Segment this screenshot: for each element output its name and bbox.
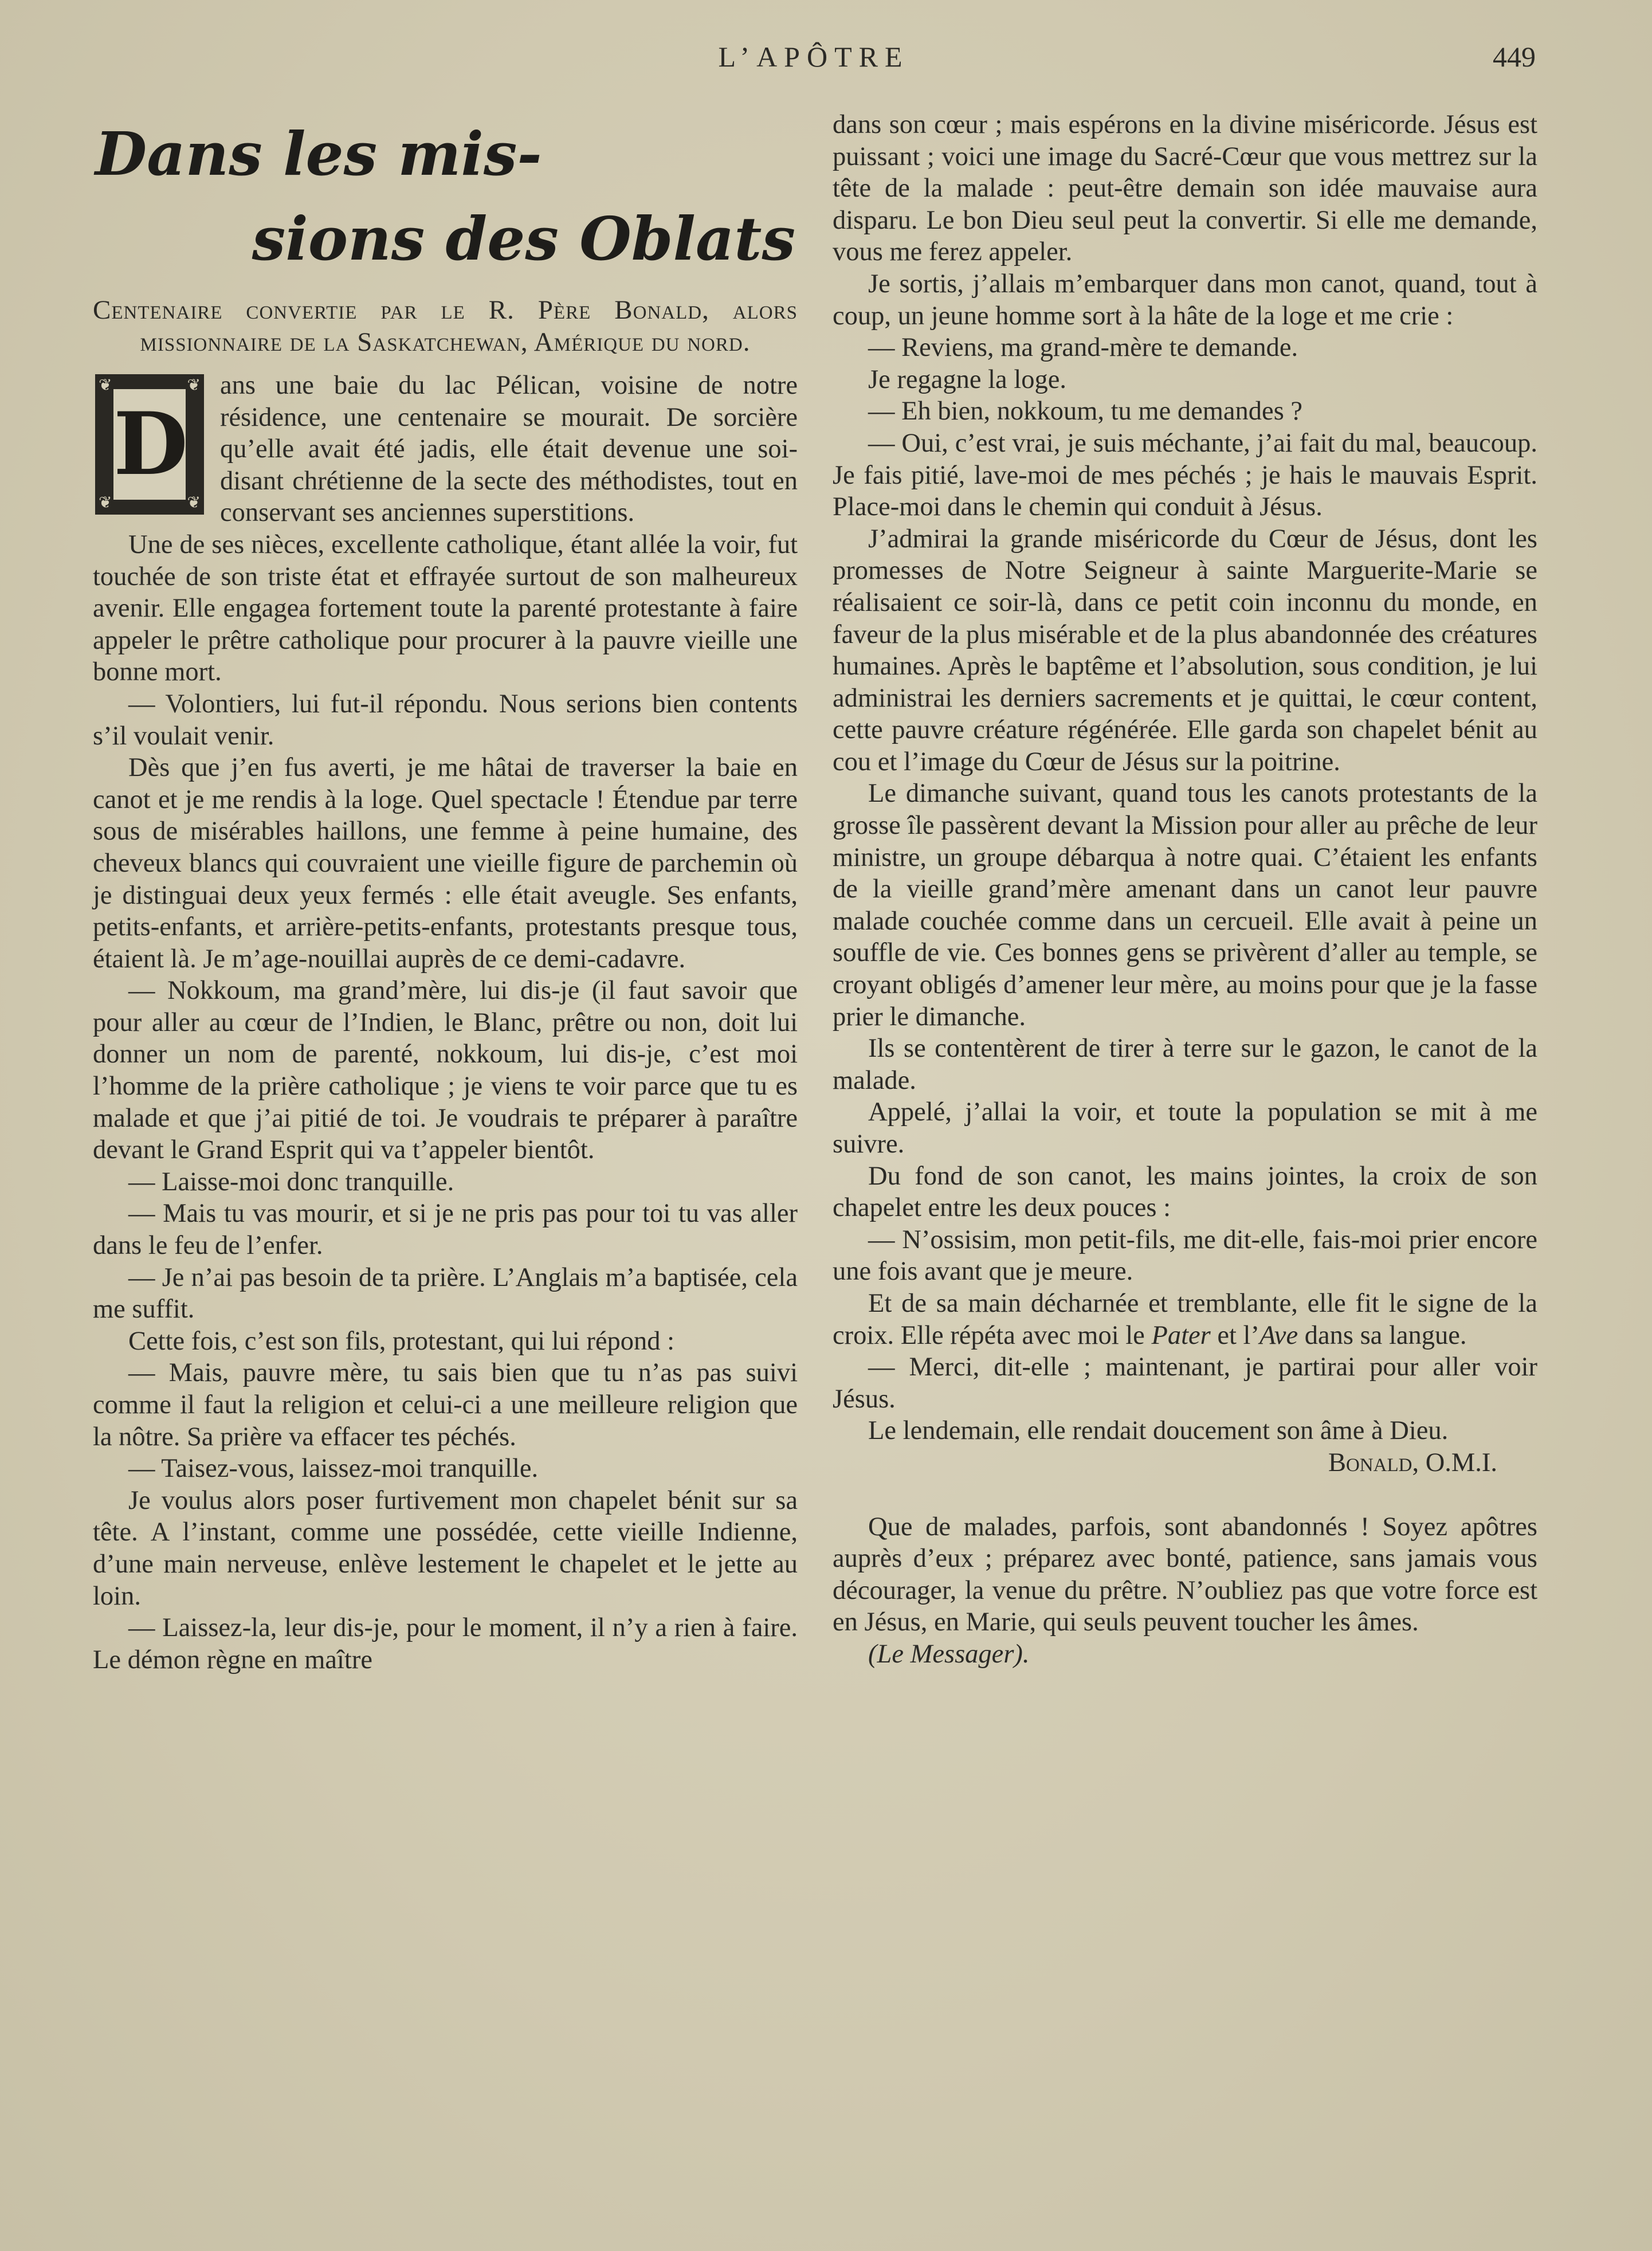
left-paragraph: — Mais, pauvre mère, tu sais bien que tu n’as pas suivi comme il faut la religion et celui-ci a une meilleure religion que la nôtre. Sa prière va effacer tes péchés. [93,1358,798,1452]
right-paragraph: Je regagne la loge. [868,364,1067,394]
ave-word: Ave [1259,1320,1298,1350]
sign-text-after: dans sa langue. [1298,1320,1467,1350]
right-paragraph: Le lendemain, elle rendait doucement son âme à Dieu. [868,1416,1449,1446]
right-paragraph: J’admirai la grande miséricorde du Cœur de Jésus, dont les promesses de Notre Seigneur à sainte Marguerite-Marie se réalisaient ce soir-là, dans ce petit coin inconnu du monde, en faveur de la plus misérable et de la plus abandonnée des créatures humaines. Après le baptême et l’absolution, sous condition, je lui administrai les derniers sacrements et je quittai, le cœur content, cette pauvre créature régénérée. Elle garda son chapelet bénit au cou et l’image du Cœur de Jésus sur la poitrine. [833,524,1537,777]
right-paragraph: — N’ossisim, mon petit-fils, me dit-elle, fais-moi prier encore une fois avant que je meure. [833,1225,1537,1287]
left-paragraph: — Laissez-la, leur dis-je, pour le moment, il n’y a rien à faire. Le démon règne en maître [93,1613,798,1674]
right-paragraph: — Reviens, ma grand-mère te demande. [868,333,1298,363]
opening-text: ans une baie du lac Pélican, voisine de notre résidence, une centenaire se mourait. De sorcière qu’elle avait été jadis, elle était devenue une soi-disant chrétienne de la secte des méthodistes, tout en conservant ses anciennes superstitions. [220,371,798,528]
left-paragraph: Une de ses nièces, excellente catholique, étant allée la voir, fut touchée de son triste état et effrayée surtout de son malheureux avenir. Elle engagea fortement toute la parenté protestante à faire appeler le prêtre catholique pour procurer à la pauvre vieille une bonne mort. [93,530,798,687]
running-head [92,40,1536,80]
source-citation: (Le Messager). [868,1639,1030,1669]
article-title-line-1: Dans les mis- [95,119,542,189]
left-paragraph: — Je n’ai pas besoin de ta prière. L’Anglais m’a baptisée, cela me suffit. [93,1262,798,1324]
sign-text-mid: et l’ [1210,1320,1259,1350]
drop-cap-ornament: ❦ ❦ ❦ ❦ D [95,374,204,515]
drop-cap-letter: D [113,389,186,500]
right-column [833,109,1537,1670]
right-paragraph: Je sortis, j’allais m’embarquer dans mon canot, quand, tout à coup, un jeune homme sort à la hâte de la loge et me crie : [833,269,1537,331]
left-paragraph: — Volontiers, lui fut-il répondu. Nous serions bien contents s’il voulait venir. [93,689,798,751]
afterword-paragraph: Que de malades, parfois, sont abandonnés ! Soyez apôtres auprès d’eux ; préparez avec bonté, patience, sans jamais vous décourager, la venue du prêtre. N’oubliez pas que votre force est en Jésus, en Marie, qui seuls peuvent toucher les âmes. [833,1512,1537,1637]
left-paragraph: — Mais tu vas mourir, et si je ne pris pas pour toi tu vas aller dans le feu de l’enfer. [93,1199,798,1261]
article-subtitle: Centenaire convertie par le R. Père Bonald, alors missionnaire de la Saskatchewan, Amérique du nord. [93,295,798,357]
article-title-line-2: sions des Oblats [252,203,795,274]
left-paragraph: Dès que j’en fus averti, je me hâtai de traverser la baie en canot et je me rendis à la loge. Quel spectacle ! Étendue par terre sous de misérables haillons, une femme à peine humaine, des cheveux blancs qui couvraient une vieille figure de parchemin où je distinguai deux yeux fermés : elle était aveugle. Ses enfants, petits-enfants, et arrière-petits-enfants, protestants presque tous, étaient là. Je m’age-nouillai auprès de ce demi-cadavre. [93,753,798,974]
left-paragraph: — Nokkoum, ma grand’mère, lui dis-je (il faut savoir que pour aller au cœur de l’Indien, le Blanc, prêtre ou non, doit lui donner un nom de parenté, nokkoum, lui dis-je, c’est moi l’homme de la prière catholique ; je viens te voir parce que tu es malade et que j’ai pitié de toi. Je voudrais te préparer à paraître devant le Grand Esprit qui va t’appeler bientôt. [93,976,798,1165]
right-paragraph: — Oui, c’est vrai, je suis méchante, j’ai fait du mal, beaucoup. Je fais pitié, lave-moi de mes péchés ; je hais le mauvais Esprit. Place-moi dans le chemin qui conduit à Jésus. [833,428,1537,522]
left-paragraph: — Taisez-vous, laissez-moi tranquille. [128,1454,539,1484]
left-paragraph: — Laisse-moi donc tranquille. [128,1167,454,1197]
author-signature: Bonald, O.M.I. [1328,1448,1497,1477]
sign-text-before: Et de sa main décharnée et tremblante, elle fit le signe de la croix. Elle répéta avec moi le [833,1288,1537,1350]
right-paragraph: Du fond de son canot, les mains jointes, la croix de son chapelet entre les deux pouces : [833,1161,1537,1223]
left-paragraph: Cette fois, c’est son fils, protestant, qui lui répond : [128,1326,675,1356]
right-paragraph: Appelé, j’allai la voir, et toute la population se mit à me suivre. [833,1097,1537,1159]
left-paragraph: Je voulus alors poser furtivement mon chapelet bénit sur sa tête. A l’instant, comme une possédée, cette vieille Indienne, d’une main nerveuse, enlève lestement le chapelet et le jette au loin. [93,1485,798,1611]
sign-of-cross-paragraph [833,1288,1537,1351]
opening-paragraph [93,370,798,529]
right-paragraph: Le dimanche suivant, quand tous les canots protestants de la grosse île passèrent devant la Mission pour aller au prêche de leur ministre, un groupe débarqua à notre quai. C’étaient les enfants de la vieille grand’mère amenant dans un canot leur pauvre malade couchée comme dans un cercueil. Elle avait à peine un souffle de vie. Ces bonnes gens se privèrent d’aller au temple, se croyant obligés d’amener leur mère, au moins pour que je la fasse prier le dimanche. [833,779,1537,1032]
right-paragraph: — Merci, dit-elle ; maintenant, je partirai pour aller voir Jésus. [833,1352,1537,1414]
right-paragraph: dans son cœur ; mais espérons en la divine miséricorde. Jésus est puissant ; voici une image du Sacré-Cœur que vous mettrez sur la tête de la malade : peut-être demain son idée mauvaise aura disparu. Le bon Dieu seul peut la convertir. Si elle me demande, vous me ferez appeler. [833,110,1537,267]
left-column [93,112,798,1676]
spacer [833,1479,1537,1511]
pater-word: Pater [1151,1320,1211,1350]
right-paragraph: — Eh bien, nokkoum, tu me demandes ? [868,397,1303,426]
right-paragraph: Ils se contentèrent de tirer à terre sur le gazon, le canot de la malade. [833,1034,1537,1095]
journal-name: L’APÔTRE [718,41,909,73]
page-number: 449 [1493,41,1536,73]
